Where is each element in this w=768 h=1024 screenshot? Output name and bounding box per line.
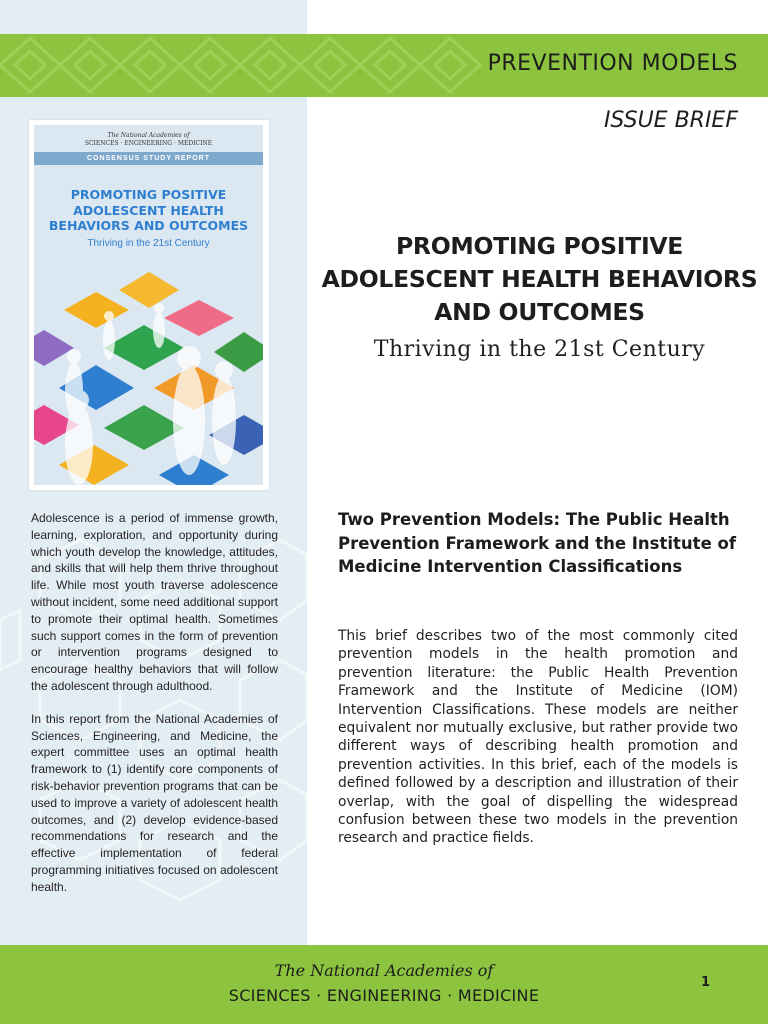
- footer-band: [0, 945, 768, 1024]
- sidebar-text: [31, 510, 278, 912]
- sidebar-paragraph-2: In this report from the National Academies of Sciences, Engineering, and Medicine, the expert committee uses an optimal health framework to (1) identify core components of risk-behavior prevention programs that can be used to improve a variety of adolescent health outcomes, and (2) develop evidence-based recommendations for research and the effective implementation of federal programming initiatives focused on adolescent health.: [31, 711, 278, 894]
- report-cover-image: [29, 120, 269, 490]
- cover-title: PROMOTING POSITIVE ADOLESCENT HEALTH BEHAVIORS AND OUTCOMES: [48, 187, 249, 233]
- sidebar-paragraph-1: Adolescence is a period of immense growth, learning, exploration, and opportunity during which youth develop the knowledge, attitudes, and skills that will help them thrive throughout life. While most youth traverse adolescence without incident, some need additional support to promote their optimal health. Sometimes such support comes in the form of prevention or intervention programs designed to encourage healthy behaviors that will follow the adolescent through adulthood.: [31, 511, 278, 693]
- cover-report-type: CONSENSUS STUDY REPORT: [34, 152, 263, 165]
- page-title: PROMOTING POSITIVE ADOLESCENT HEALTH BEHAVIORS AND OUTCOMES: [321, 232, 758, 326]
- cover-org-line2: SCIENCES · ENGINEERING · MEDICINE: [84, 140, 213, 147]
- page-number: 1: [700, 975, 710, 990]
- footer-org-line1: The National Academies of: [274, 961, 494, 980]
- report-cover-inner: [34, 125, 263, 485]
- body-paragraph: This brief describes two of the most commonly cited prevention models in the health promotion and prevention literature: the Public Health Prevention Framework and the Institute of Medicine (IOM) Intervention Classifications. These models are neither equivalent nor mutually exclusive, but rather provide two different ways of describing health promotion and prevention activities. In this brief, each of the models is defined followed by a description and illustration of their overlap, with the goal of dispelling the widespread confusion between these two models in the prevention research and practice fields.: [338, 628, 738, 847]
- cover-subtitle: Thriving in the 21st Century: [87, 238, 210, 249]
- issue-brief-label: ISSUE BRIEF: [603, 108, 738, 133]
- cover-org-line1: The National Academies of: [107, 132, 190, 139]
- cover-illustration: [34, 270, 263, 485]
- cover-org-name: [34, 132, 263, 148]
- header-band: [0, 34, 768, 97]
- page-subtitle: Thriving in the 21st Century: [373, 337, 706, 362]
- section-band-title: PREVENTION MODELS: [487, 51, 738, 76]
- section-heading: Two Prevention Models: The Public Health Prevention Framework and the Institute of Medicine Intervention Classifications: [338, 510, 737, 576]
- footer-org-line2: SCIENCES · ENGINEERING · MEDICINE: [228, 986, 540, 1005]
